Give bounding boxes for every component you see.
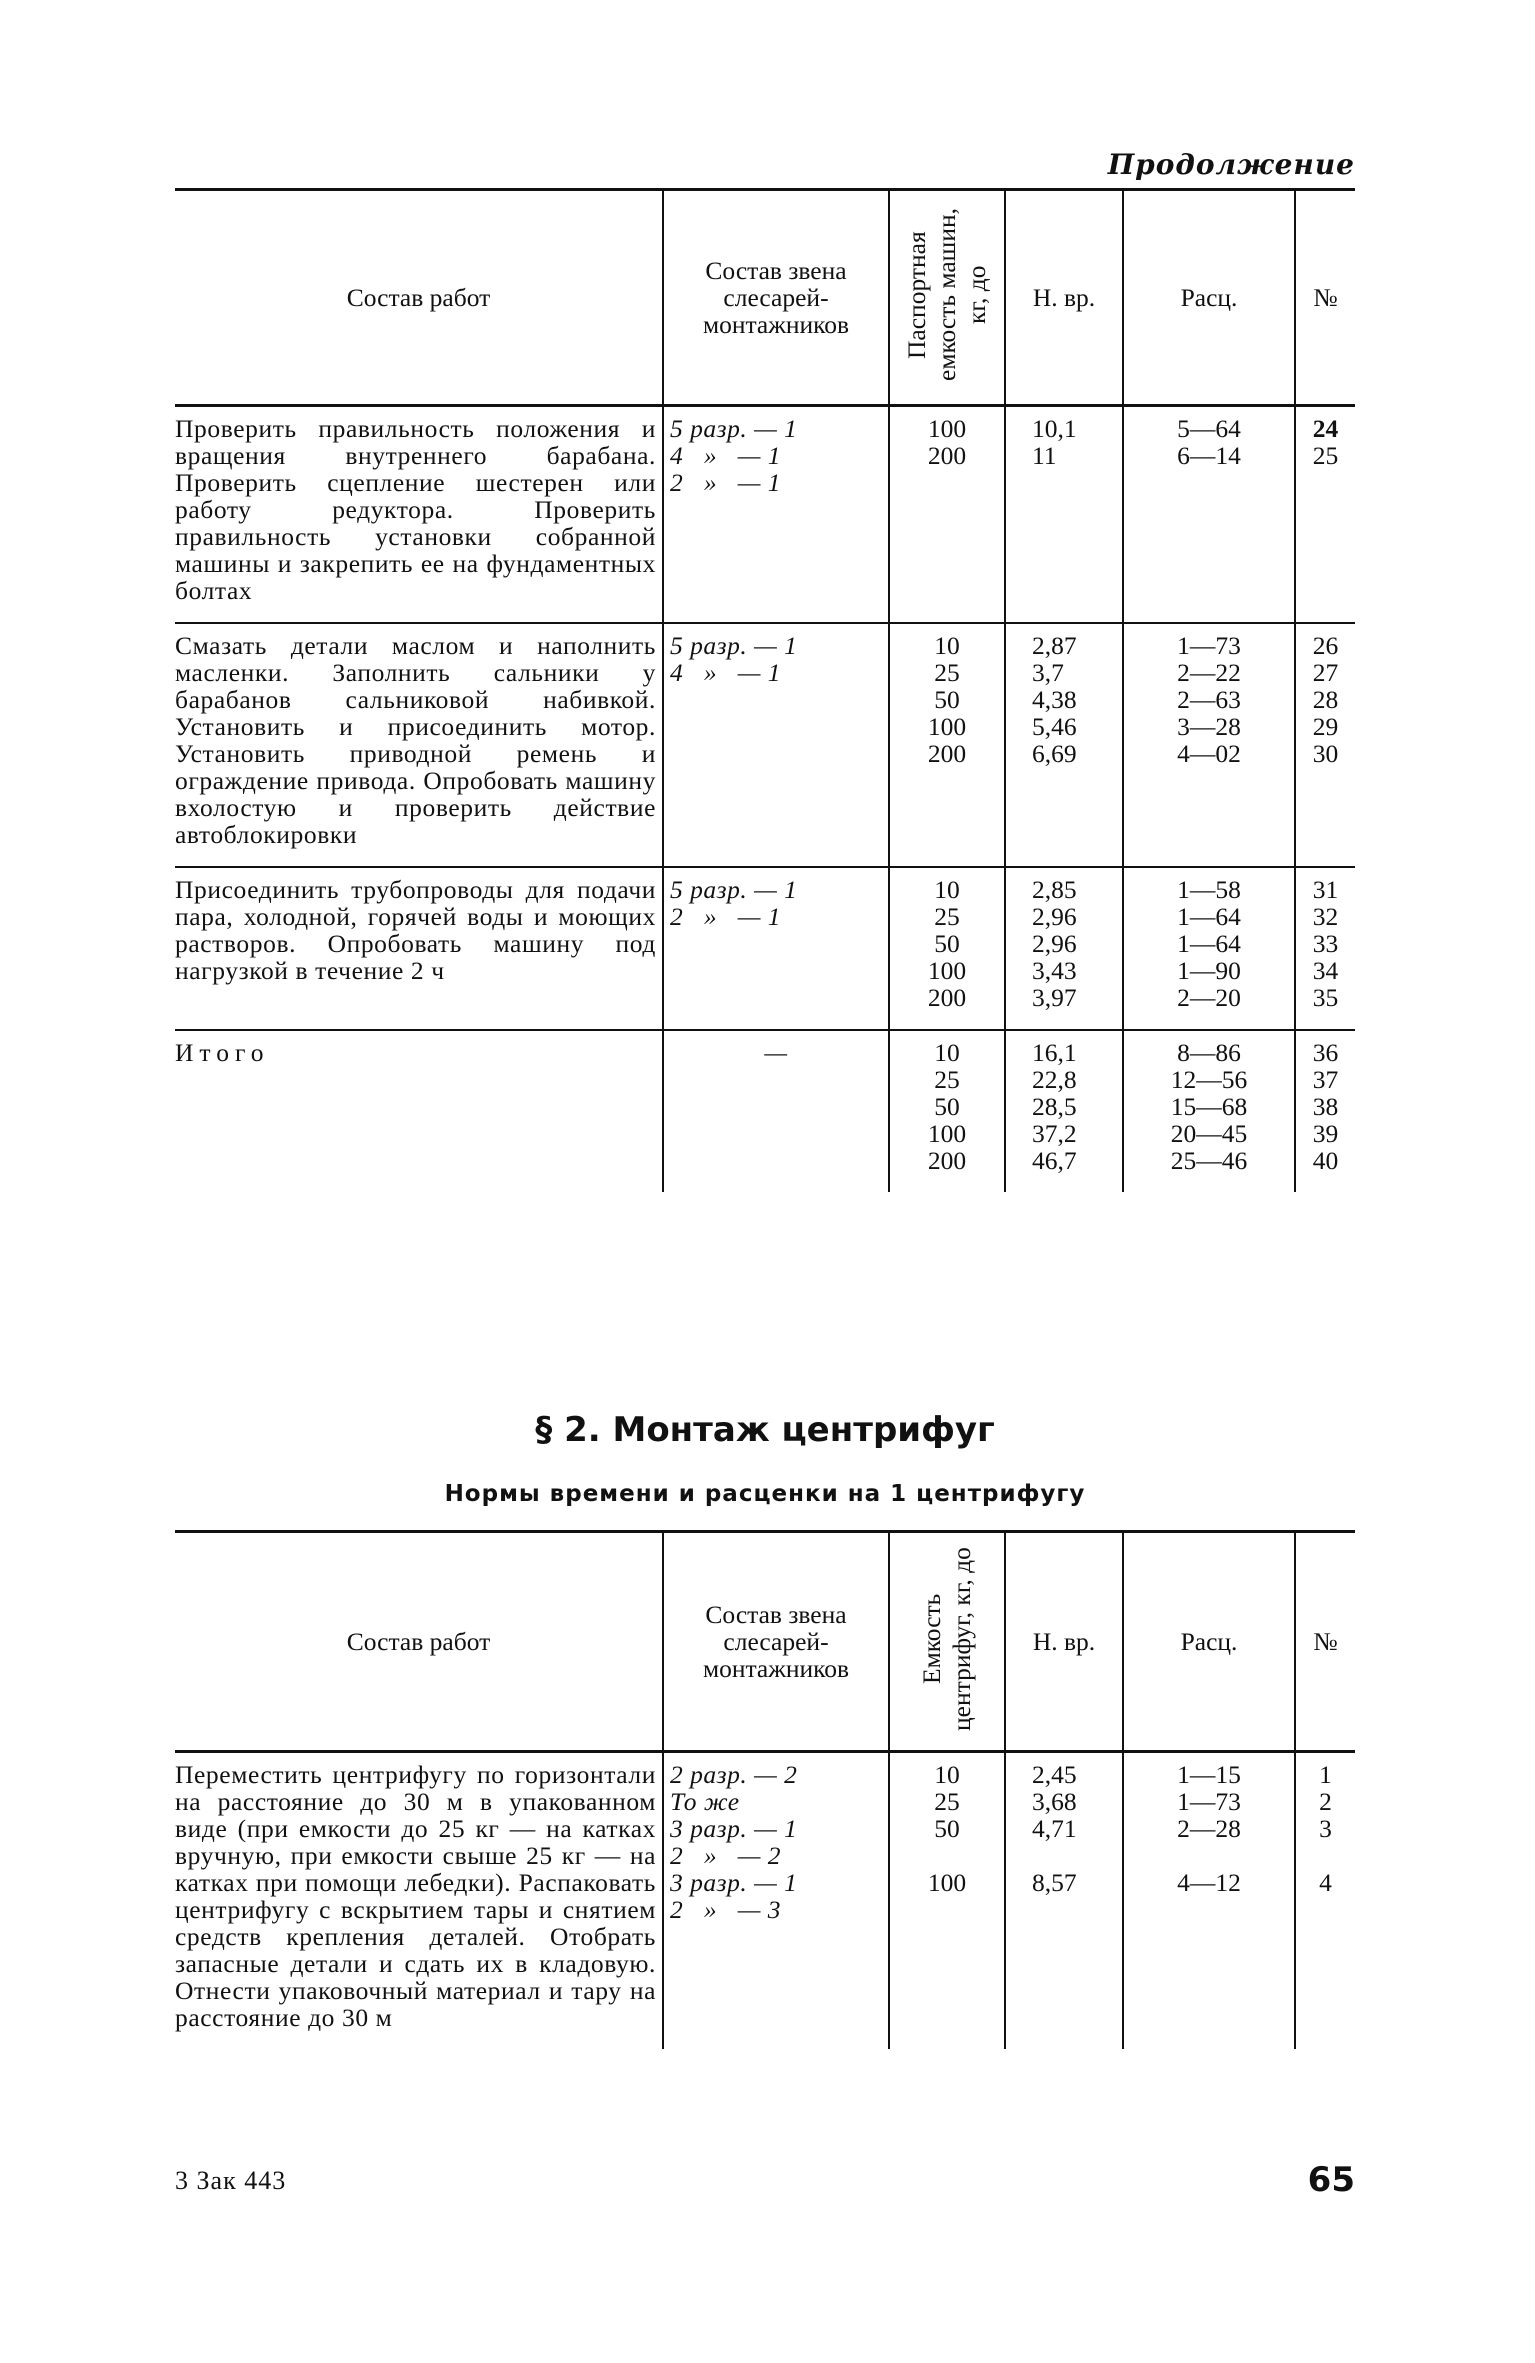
- col-header-capacity-text: Паспортная емкость машин, кг, до: [902, 208, 991, 382]
- crew-composition: 3 разр. — 1: [670, 1814, 798, 1843]
- capacity-value: 100: [927, 1119, 967, 1148]
- capacity-value: 25: [934, 902, 960, 931]
- crew-composition: То же: [670, 1787, 740, 1816]
- time-norm: 37,2: [1032, 1119, 1077, 1148]
- rate-value: 15—68: [1170, 1092, 1248, 1121]
- continuation-label: Продолжение: [1107, 148, 1355, 181]
- time-norm: 4,71: [1032, 1814, 1077, 1843]
- rate-value: 1—73: [1177, 1787, 1241, 1816]
- capacity-value: 100: [927, 712, 967, 741]
- work-description: Итого: [175, 1038, 270, 1067]
- row-number: 34: [1312, 956, 1339, 985]
- col-header-work: Состав работ: [175, 190, 663, 406]
- row-number: 32: [1312, 902, 1339, 931]
- time-norm: [1032, 1842, 1116, 1869]
- work-description: Присоединить трубопроводы для подачи пара, холодной, горячей воды и моющих растворов. Опробовать машину под нагрузкой в течение 2 ч: [175, 875, 656, 985]
- capacity-value: 50: [934, 1092, 960, 1121]
- rate-value-cell: [1123, 623, 1295, 867]
- row-number: 40: [1312, 1146, 1339, 1175]
- time-norm: 22,8: [1032, 1065, 1077, 1094]
- rate-value: 5—64: [1177, 414, 1241, 443]
- col-header-crew: Состав звена слесарей-монтажников: [663, 190, 889, 406]
- row-number: 1: [1319, 1760, 1332, 1789]
- crew-composition-cell: [663, 1030, 889, 1192]
- row-number: 2: [1319, 1787, 1332, 1816]
- row-number: 25: [1312, 441, 1339, 470]
- capacity-value-cell: [889, 1030, 1005, 1192]
- row-number: 4: [1319, 1868, 1332, 1897]
- time-norm-cell: [1005, 1752, 1123, 2050]
- rate-value: 12—56: [1170, 1065, 1248, 1094]
- rate-value: 2—63: [1177, 685, 1241, 714]
- crew-composition-cell: [663, 406, 889, 624]
- rate-value-cell: [1123, 406, 1295, 624]
- col-header-capacity: [889, 190, 1005, 406]
- time-norm: 2,45: [1032, 1760, 1077, 1789]
- table2-body: [175, 1752, 1355, 2050]
- time-norm: 5,46: [1032, 712, 1077, 741]
- capacity-value: [896, 1842, 998, 1869]
- crew-composition: 5 разр. — 1: [670, 631, 798, 660]
- rate-value: 1—58: [1177, 875, 1241, 904]
- rate-value: 20—45: [1170, 1119, 1248, 1148]
- rate-value-cell: [1123, 1752, 1295, 2050]
- work-description: Смазать детали маслом и наполнить масленки. Заполнить сальники у барабанов сальниковой набивкой. Установить и присоединить мотор. Установить приводной ремень и ограждение привода. Опробовать машину вхолостую и проверить действие автоблокировки: [175, 631, 656, 849]
- col-header-capacity-text: Емкость центрифуг, кг, до: [917, 1547, 976, 1731]
- col-header-no: №: [1295, 1532, 1355, 1752]
- crew-composition: 4 » — 1: [670, 441, 782, 470]
- crew-composition: 2 » — 3: [670, 1895, 782, 1924]
- col-header-work: Состав работ: [175, 1532, 663, 1752]
- capacity-value: 25: [934, 1787, 960, 1816]
- col-header-time: Н. вр.: [1005, 190, 1123, 406]
- time-norm-cell: [1005, 623, 1123, 867]
- norms-table-washers: [175, 188, 1355, 1192]
- row-number: 27: [1312, 658, 1339, 687]
- row-number-cell: [1295, 867, 1355, 1030]
- crew-composition-cell: [663, 1752, 889, 2050]
- crew-composition: 5 разр. — 1: [670, 875, 798, 904]
- time-norm: 2,87: [1032, 631, 1077, 660]
- section-subtitle: Нормы времени и расценки на 1 центрифугу: [444, 1481, 1086, 1507]
- rate-value: 25—46: [1170, 1146, 1248, 1175]
- time-norm: 10,1: [1032, 414, 1077, 443]
- row-number-cell: [1295, 406, 1355, 624]
- capacity-value: 10: [934, 1038, 960, 1067]
- crew-composition-cell: [663, 867, 889, 1030]
- rate-value: 1—64: [1177, 902, 1241, 931]
- capacity-value-cell: [889, 867, 1005, 1030]
- rate-value: 1—73: [1177, 631, 1241, 660]
- time-norm: 46,7: [1032, 1146, 1077, 1175]
- capacity-value: 50: [934, 685, 960, 714]
- capacity-value: 10: [934, 875, 960, 904]
- col-header-no: №: [1295, 190, 1355, 406]
- crew-composition: 3 разр. — 1: [670, 1868, 798, 1897]
- time-norm: 16,1: [1032, 1038, 1077, 1067]
- row-number: 28: [1312, 685, 1339, 714]
- rate-value: 1—64: [1177, 929, 1241, 958]
- capacity-value: 25: [934, 1065, 960, 1094]
- row-number: 24: [1312, 414, 1339, 443]
- capacity-value: 200: [927, 1146, 967, 1175]
- row-number: 39: [1312, 1119, 1339, 1148]
- row-number: [1302, 1842, 1349, 1869]
- page-number: 65: [1307, 2160, 1355, 2200]
- time-norm: 3,97: [1032, 983, 1077, 1012]
- time-norm: 2,96: [1032, 929, 1077, 958]
- time-norm: 2,96: [1032, 902, 1077, 931]
- capacity-value: 50: [934, 929, 960, 958]
- crew-composition: —: [764, 1038, 788, 1067]
- col-header-rate: Расц.: [1123, 190, 1295, 406]
- capacity-value: 50: [934, 1814, 960, 1843]
- rate-value: [1130, 1842, 1288, 1869]
- norms-table-centrifuges: [175, 1530, 1355, 2049]
- capacity-value: 10: [934, 1760, 960, 1789]
- time-norm: 6,69: [1032, 739, 1077, 768]
- row-number: 3: [1319, 1814, 1332, 1843]
- rate-value-cell: [1123, 867, 1295, 1030]
- capacity-value: 100: [927, 414, 967, 443]
- time-norm: 3,7: [1032, 658, 1064, 687]
- col-header-crew: Состав звена слесарей-монтажников: [663, 1532, 889, 1752]
- capacity-value-cell: [889, 623, 1005, 867]
- row-number: 30: [1312, 739, 1339, 768]
- capacity-value-cell: [889, 1752, 1005, 2050]
- page: [175, 0, 1355, 2363]
- rate-value: 4—12: [1177, 1868, 1241, 1897]
- work-description: Проверить правильность положения и вращения внутреннего барабана. Проверить сцепление шестерен или работу редуктора. Проверить правильность установки собранной машины и закрепить ее на фундаментных болтах: [175, 414, 656, 605]
- time-norm-cell: [1005, 1030, 1123, 1192]
- col-header-capacity: [889, 1532, 1005, 1752]
- table-row: [175, 1030, 1355, 1192]
- rate-value: 8—86: [1177, 1038, 1241, 1067]
- capacity-value-cell: [889, 406, 1005, 624]
- table-row: [175, 867, 1355, 1030]
- table-row: [175, 623, 1355, 867]
- time-norm: 3,68: [1032, 1787, 1077, 1816]
- table1-body: [175, 406, 1355, 1193]
- rate-value: 4—02: [1177, 739, 1241, 768]
- table-row: [175, 406, 1355, 624]
- row-number: 37: [1312, 1065, 1339, 1094]
- capacity-value: 200: [927, 739, 967, 768]
- work-description: Переместить центрифугу по горизонтали на расстояние до 30 м в упакованном виде (при емкости до 25 кг — на катках вручную, при емкости свыше 25 кг — на катках при помощи лебедки). Распаковать центрифугу с вскрытием тары и снятием средств крепления деталей. Отобрать запасные детали и сдать их в кладовую. Отнести упаковочный материал и тару на расстояние до 30 м: [175, 1760, 656, 2032]
- row-number-cell: [1295, 1752, 1355, 2050]
- row-number: 31: [1312, 875, 1339, 904]
- capacity-value: 200: [927, 983, 967, 1012]
- capacity-value: 10: [934, 631, 960, 660]
- row-number: 36: [1312, 1038, 1339, 1067]
- row-number-cell: [1295, 1030, 1355, 1192]
- section-title: § 2. Монтаж центрифуг: [535, 1410, 995, 1450]
- crew-composition: 5 разр. — 1: [670, 414, 798, 443]
- time-norm-cell: [1005, 867, 1123, 1030]
- crew-composition: 2 » — 1: [670, 902, 782, 931]
- row-number: 26: [1312, 631, 1339, 660]
- time-norm: 28,5: [1032, 1092, 1077, 1121]
- time-norm: 2,85: [1032, 875, 1077, 904]
- rate-value: 2—22: [1177, 658, 1241, 687]
- print-order-note: 3 Зак 443: [175, 2166, 287, 2195]
- time-norm: 3,43: [1032, 956, 1077, 985]
- row-number: 38: [1312, 1092, 1339, 1121]
- table-row: [175, 1752, 1355, 2050]
- time-norm: 8,57: [1032, 1868, 1077, 1897]
- time-norm: 4,38: [1032, 685, 1077, 714]
- row-number: 33: [1312, 929, 1339, 958]
- row-number: 29: [1312, 712, 1339, 741]
- crew-composition: 2 » — 2: [670, 1841, 782, 1870]
- col-header-time: Н. вр.: [1005, 1532, 1123, 1752]
- rate-value: 6—14: [1177, 441, 1241, 470]
- rate-value: 2—28: [1177, 1814, 1241, 1843]
- crew-composition: 2 » — 1: [670, 468, 782, 497]
- rate-value: 1—15: [1177, 1760, 1241, 1789]
- time-norm: 11: [1032, 441, 1057, 470]
- crew-composition: 4 » — 1: [670, 658, 782, 687]
- row-number: 35: [1312, 983, 1339, 1012]
- capacity-value: 25: [934, 658, 960, 687]
- row-number-cell: [1295, 623, 1355, 867]
- time-norm-cell: [1005, 406, 1123, 624]
- capacity-value: 100: [927, 1868, 967, 1897]
- rate-value-cell: [1123, 1030, 1295, 1192]
- rate-value: 3—28: [1177, 712, 1241, 741]
- crew-composition: 2 разр. — 2: [670, 1760, 798, 1789]
- rate-value: 2—20: [1177, 983, 1241, 1012]
- capacity-value: 100: [927, 956, 967, 985]
- capacity-value: 200: [927, 441, 967, 470]
- rate-value: 1—90: [1177, 956, 1241, 985]
- crew-composition-cell: [663, 623, 889, 867]
- col-header-rate: Расц.: [1123, 1532, 1295, 1752]
